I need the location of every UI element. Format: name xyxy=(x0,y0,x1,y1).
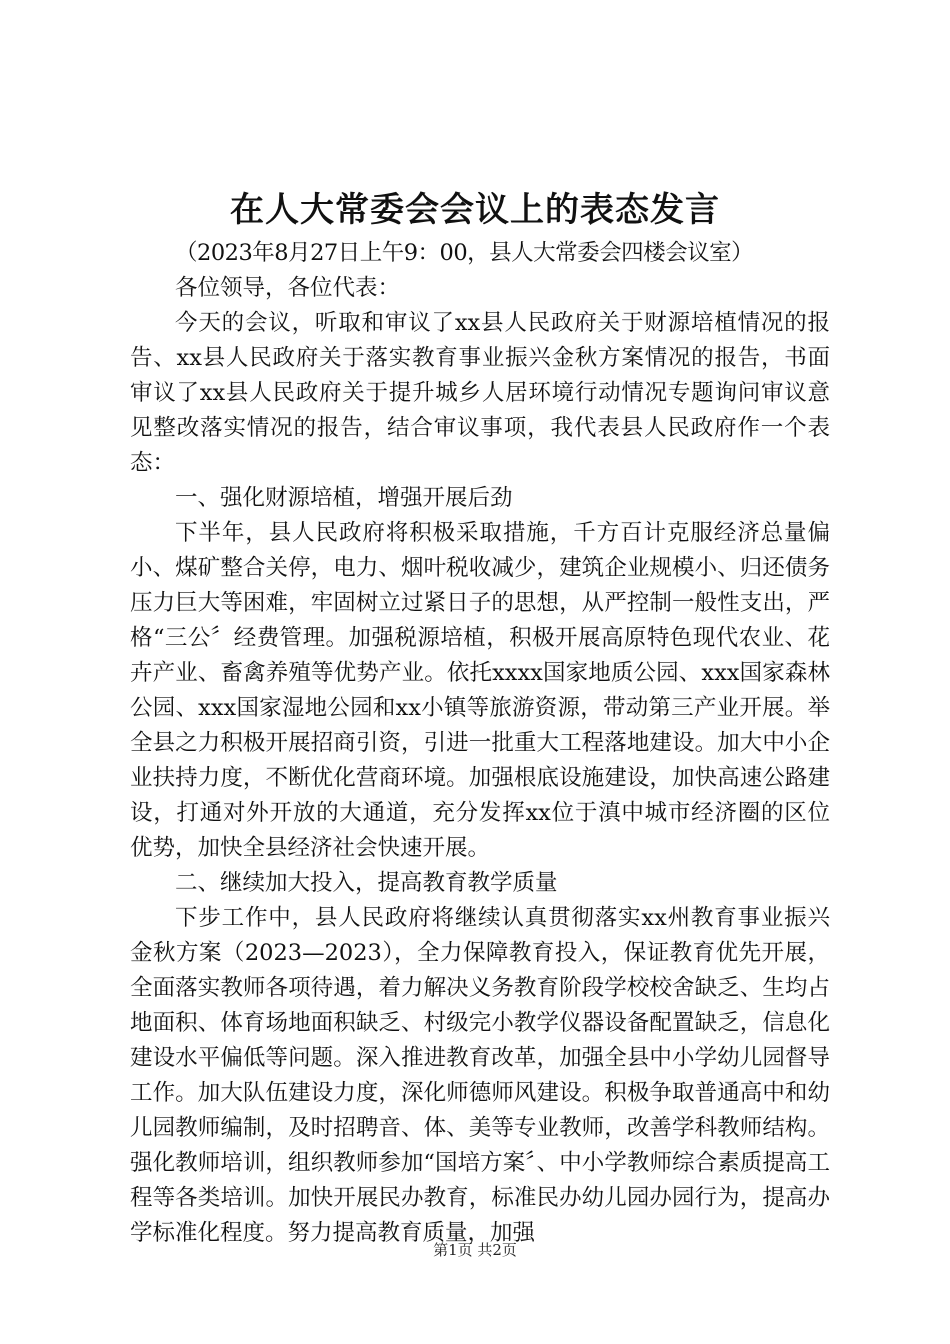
paragraph-section-1: 下半年，县人民政府将积极采取措施，千方百计克服经济总量偏小、煤矿整合关停，电力、烟叶税收减少，建筑企业规模小、归还债务压力巨大等困难，牢固树立过紧日子的思想，从严控制一般性支出，严格“三公〞经费管理。加强税源培植，积极开展高原特色现代农业、花卉产业、畜禽养殖等优势产业。依托xxxx国家地质公园、xxx国家森林公园、xxx国家湿地公园和xx小镇等旅游资源，带动第三产业开展。举全县之力积极开展招商引资，引进一批重大工程落地建设。加大中小企业扶持力度，不断优化营商环境。加强根底设施建设，加快高速公路建设，打通对外开放的大通道，充分发挥xx位于滇中城市经济圈的区位优势，加快全县经济社会快速开展。 xyxy=(130,520,830,861)
page-number: 第1页 共2页 xyxy=(433,1241,517,1259)
section-heading-2: 二、继续加大投入，提高教育教学质量 xyxy=(175,870,558,896)
section-heading-1: 一、强化财源培植，增强开展后劲 xyxy=(175,485,513,511)
salutation: 各位领导，各位代表： xyxy=(175,275,401,301)
paragraph-intro: 今天的会议，听取和审议了xx县人民政府关于财源培植情况的报告、xx县人民政府关于落实教育事业振兴金秋方案情况的报告，书面审议了xx县人民政府关于提升城乡人居环境行动情况专题询问审议意见整改落实情况的报告，结合审议事项，我代表县人民政府作一个表态： xyxy=(130,310,830,476)
document-title: 在人大常委会会议上的表态发言 xyxy=(230,190,720,230)
document-body xyxy=(130,236,830,1251)
meeting-info: （2023年8月27日上午9：00，县人大常委会四楼会议室） xyxy=(175,240,754,266)
paragraph-section-2: 下步工作中，县人民政府将继续认真贯彻落实xx州教育事业振兴金秋方案（2023—2023），全力保障教育投入，保证教育优先开展，全面落实教师各项待遇，着力解决义务教育阶段学校校舍缺乏、生均占地面积、体育场地面积缺乏、村级完小教学仪器设备配置缺乏，信息化建设水平偏低等问题。深入推进教育改革，加强全县中小学幼儿园督导工作。加大队伍建设力度，深化师德师风建设。积极争取普通高中和幼儿园教师编制，及时招聘音、体、美等专业教师，改善学科教师结构。强化教师培训，组织教师参加“国培方案〞、中小学教师综合素质提高工程等各类培训。加快开展民办教育，标准民办幼儿园办园行为，提高办学标准化程度。努力提高教育质量，加强 xyxy=(130,905,830,1246)
